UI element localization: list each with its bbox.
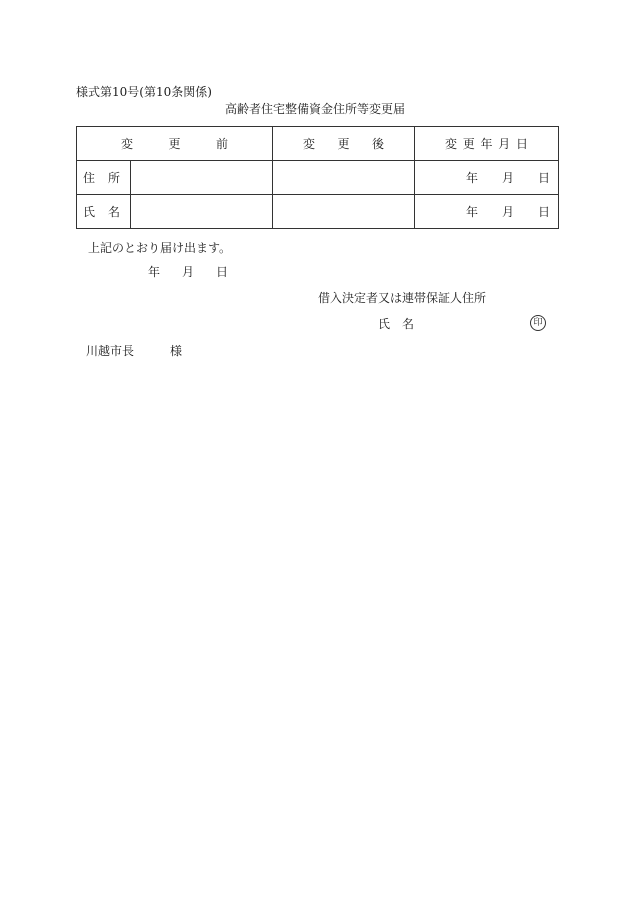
addressee-office: 川越市長 [86, 344, 135, 358]
date-year-label: 年 [465, 205, 478, 219]
submission-year-label: 年 [148, 265, 161, 279]
addressee-honorific: 様 [170, 344, 183, 358]
header-date [415, 127, 559, 161]
date-day-label: 日 [538, 171, 551, 185]
date-year-label: 年 [465, 171, 478, 185]
name-before-field[interactable] [131, 195, 273, 229]
applicant-name-label [378, 317, 414, 331]
header-date-char: 日 [515, 137, 528, 151]
row-label-name [77, 195, 131, 229]
header-date-char: 更 [462, 137, 475, 151]
statement-text: 上記のとおり届け出ます。 [88, 241, 232, 255]
header-after-char: 後 [371, 137, 384, 151]
document-title: 高齢者住宅整備資金住所等変更届 [224, 102, 405, 116]
table-row-address [77, 161, 559, 195]
row-label-char: 名 [107, 205, 120, 219]
address-before-field[interactable] [131, 161, 273, 195]
row-label-char: 氏 [83, 205, 96, 219]
submission-day-label: 日 [216, 265, 229, 279]
row-label-char: 住 [83, 171, 96, 185]
date-month-label: 月 [501, 205, 514, 219]
form-number: 様式第10号(第10条関係) [76, 85, 212, 99]
date-day-label: 日 [538, 205, 551, 219]
table-row-name [77, 195, 559, 229]
header-before-char: 更 [168, 137, 181, 151]
header-before-char: 変 [121, 137, 134, 151]
addressee [86, 344, 182, 358]
submission-month-label: 月 [182, 265, 195, 279]
applicant-address-label: 借入決定者又は連帯保証人住所 [318, 291, 487, 305]
date-month-label: 月 [501, 171, 514, 185]
header-date-char: 月 [498, 137, 511, 151]
name-label-char: 名 [402, 317, 415, 331]
name-label-char: 氏 [378, 317, 391, 331]
header-date-char: 変 [445, 137, 458, 151]
header-before [77, 127, 273, 161]
name-change-date-field[interactable] [415, 195, 559, 229]
row-label-char: 所 [107, 171, 120, 185]
row-label-address [77, 161, 131, 195]
header-after [273, 127, 415, 161]
header-after-char: 変 [303, 137, 316, 151]
change-table [76, 126, 559, 229]
address-change-date-field[interactable] [415, 161, 559, 195]
address-after-field[interactable] [273, 161, 415, 195]
header-after-char: 更 [337, 137, 350, 151]
table-header-row [77, 127, 559, 161]
submission-date[interactable] [148, 265, 228, 279]
name-after-field[interactable] [273, 195, 415, 229]
seal-mark-icon: 印 [530, 315, 546, 331]
header-before-char: 前 [216, 137, 229, 151]
header-date-char: 年 [480, 137, 493, 151]
